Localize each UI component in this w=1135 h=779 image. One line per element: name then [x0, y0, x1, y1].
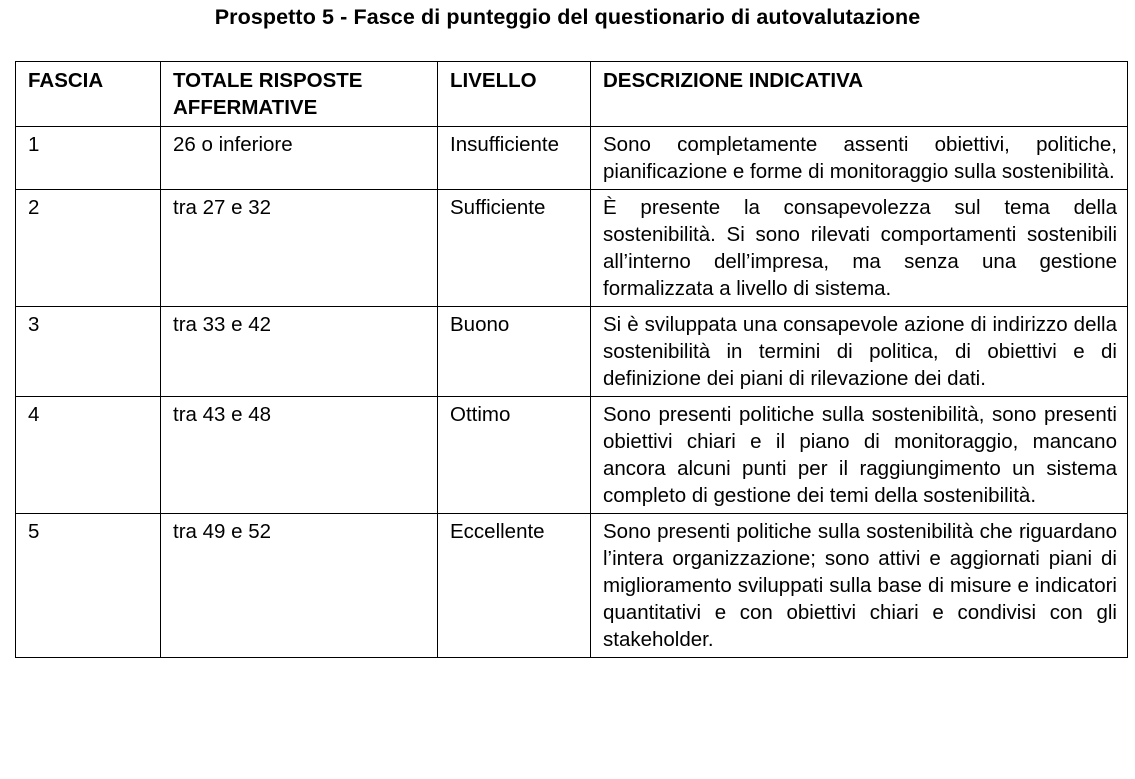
table-row	[16, 514, 1128, 658]
cell-totale: 26 o inferiore	[161, 127, 438, 190]
header-totale-risposte: TOTALE RISPOSTE AFFERMATIVE	[161, 62, 438, 127]
cell-totale: tra 43 e 48	[161, 397, 438, 514]
cell-descrizione: Sono presenti politiche sulla sostenibilità, sono presenti obiettivi chiari e il piano di monitoraggio, mancano ancora alcuni punti per il raggiungimento un sistema completo di gestione dei temi della sostenibilità.	[591, 397, 1128, 514]
table-header-row	[16, 62, 1128, 127]
cell-descrizione: È presente la consapevolezza sul tema della sostenibilità. Si sono rilevati comportamenti sostenibili all’interno dell’impresa, ma senza una gestione formalizzata a livello di sistema.	[591, 190, 1128, 307]
table-row	[16, 127, 1128, 190]
table-row	[16, 190, 1128, 307]
cell-fascia: 2	[16, 190, 161, 307]
cell-descrizione: Sono completamente assenti obiettivi, politiche, pianificazione e forme di monitoraggio sulla sostenibilità.	[591, 127, 1128, 190]
cell-livello: Ottimo	[438, 397, 591, 514]
cell-descrizione: Si è sviluppata una consapevole azione di indirizzo della sostenibilità in termini di politica, di obiettivi e di definizione dei piani di rilevazione dei dati.	[591, 307, 1128, 397]
cell-livello: Insufficiente	[438, 127, 591, 190]
cell-fascia: 1	[16, 127, 161, 190]
header-descrizione: DESCRIZIONE INDICATIVA	[591, 62, 1128, 127]
cell-livello: Sufficiente	[438, 190, 591, 307]
cell-totale: tra 33 e 42	[161, 307, 438, 397]
table-row	[16, 307, 1128, 397]
page-title: Prospetto 5 - Fasce di punteggio del questionario di autovalutazione	[214, 5, 921, 29]
header-fascia: FASCIA	[16, 62, 161, 127]
cell-livello: Eccellente	[438, 514, 591, 658]
score-bands-table	[15, 61, 1128, 658]
cell-totale: tra 49 e 52	[161, 514, 438, 658]
cell-totale: tra 27 e 32	[161, 190, 438, 307]
header-livello: LIVELLO	[438, 62, 591, 127]
cell-fascia: 4	[16, 397, 161, 514]
table-row	[16, 397, 1128, 514]
cell-fascia: 3	[16, 307, 161, 397]
cell-fascia: 5	[16, 514, 161, 658]
cell-descrizione: Sono presenti politiche sulla sostenibilità che riguardano l’intera organizzazione; sono attivi e aggiornati piani di miglioramento sviluppati sulla base di misure e indicatori quantitativi e con obiettivi chiari e condivisi con gli stakeholder.	[591, 514, 1128, 658]
cell-livello: Buono	[438, 307, 591, 397]
